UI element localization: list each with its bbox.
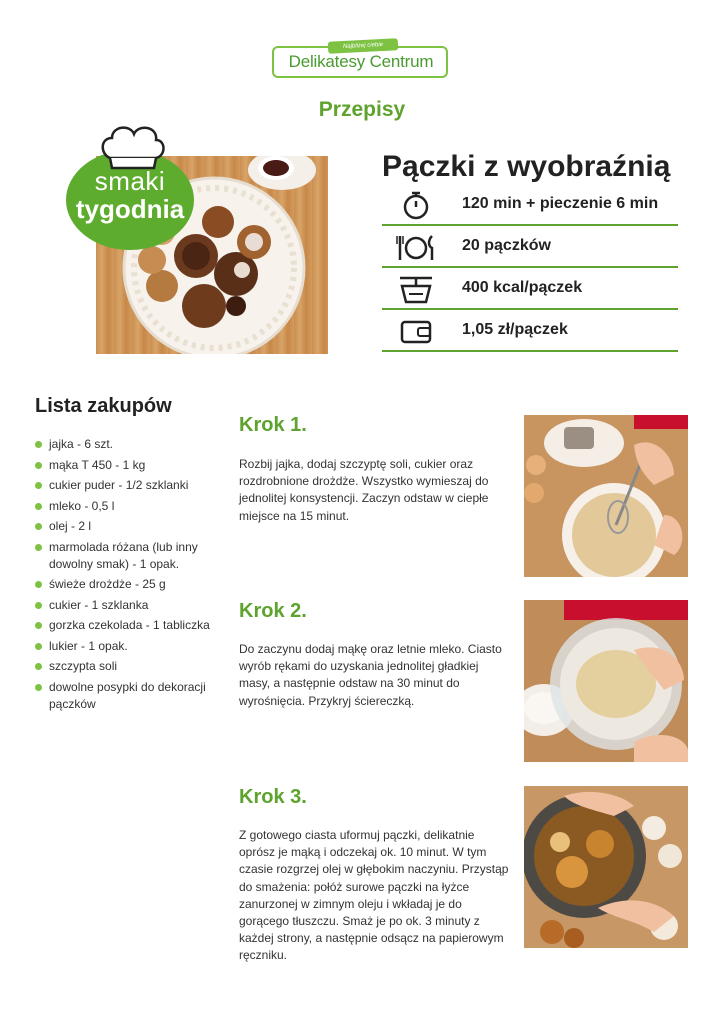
badge-line2: tygodnia xyxy=(75,194,185,224)
list-item: cukier - 1 szklanka xyxy=(35,597,225,614)
info-text-calories: 400 kcal/pączek xyxy=(462,279,583,296)
step-1-photo xyxy=(524,415,688,577)
frying-donuts-illustration xyxy=(524,786,688,948)
step-2-text: Do zaczynu dodaj mąkę oraz letnie mleko. Ciasto wyrób rękami do uzyskania jednolitej gładkiej masy, a następnie odstaw na 30 minut do wyrośnięcia. Przykryj ściereczką. xyxy=(239,642,502,708)
list-item: lukier - 1 opak. xyxy=(35,638,225,655)
logo-text: Delikatesy Centrum xyxy=(288,52,434,71)
step-3-text: Z gotowego ciasta uformuj pączki, delikatnie oprósz je mąką i odczekaj ok. 10 minut. W tym czasie rozgrzej olej w głębokim naczyniu. Przystąp do smażenia: połóż surowe pączki na łyżce zanurzonej w zimnym oleju i wkładaj je do gorącego tłuszczu. Smaż je po ok. 3 minuty z każdej strony, a następnie odsącz na papierowym ręczniku. xyxy=(239,828,509,963)
chef-hat-icon xyxy=(100,124,166,170)
list-item: marmolada różana (lub inny dowolny smak) - 1 opak. xyxy=(35,539,225,573)
info-row-calories xyxy=(382,268,678,310)
shopping-list-title: Lista zakupów xyxy=(35,395,172,417)
step-2-title: Krok 2. xyxy=(239,600,307,622)
logo-tagline: Najbliżej ciebie xyxy=(328,38,399,54)
list-item: mleko - 0,5 l xyxy=(35,498,225,515)
section-title: Przepisy xyxy=(318,98,406,121)
list-item: szczypta soli xyxy=(35,658,225,675)
info-text-time: 120 min + pieczenie 6 min xyxy=(462,195,659,212)
step-3-photo xyxy=(524,786,688,948)
list-item: mąka T 450 - 1 kg xyxy=(35,457,225,474)
whisking-eggs-illustration xyxy=(524,415,688,577)
list-item: świeże drożdże - 25 g xyxy=(35,576,225,593)
scale-icon xyxy=(396,274,436,304)
badge-line1: smaki xyxy=(94,166,166,196)
timer-icon xyxy=(396,190,436,220)
list-item: olej - 2 l xyxy=(35,518,225,535)
list-item: dowolne posypki do dekoracji pączków xyxy=(35,679,225,713)
info-divider xyxy=(382,350,678,352)
shopping-list xyxy=(35,436,225,716)
info-row-time xyxy=(382,184,678,226)
step-1-title: Krok 1. xyxy=(239,414,307,436)
recipe-title: Pączki z wyobraźnią xyxy=(382,150,671,183)
list-item: gorzka czekolada - 1 tabliczka xyxy=(35,617,225,634)
list-item: cukier puder - 1/2 szklanki xyxy=(35,477,225,494)
cutlery-plate-icon xyxy=(396,232,436,262)
step-1-text: Rozbij jajka, dodaj szczyptę soli, cukier oraz rozdrobnione drożdże. Wszystko wymieszaj do jednolitej konsystencji. Zaczyn odstaw w ciepłe miejsce na 15 minut. xyxy=(239,457,489,523)
info-row-cost xyxy=(382,310,678,352)
info-text-cost: 1,05 zł/pączek xyxy=(462,321,568,338)
info-text-servings: 20 pączków xyxy=(462,237,551,254)
wallet-icon xyxy=(396,316,436,346)
smaki-tygodnia-badge xyxy=(66,124,196,249)
brand-logo[interactable] xyxy=(272,40,450,80)
kneading-dough-illustration xyxy=(524,600,688,762)
step-3-title: Krok 3. xyxy=(239,786,307,808)
list-item: jajka - 6 szt. xyxy=(35,436,225,453)
info-row-servings xyxy=(382,226,678,268)
step-2-photo xyxy=(524,600,688,762)
